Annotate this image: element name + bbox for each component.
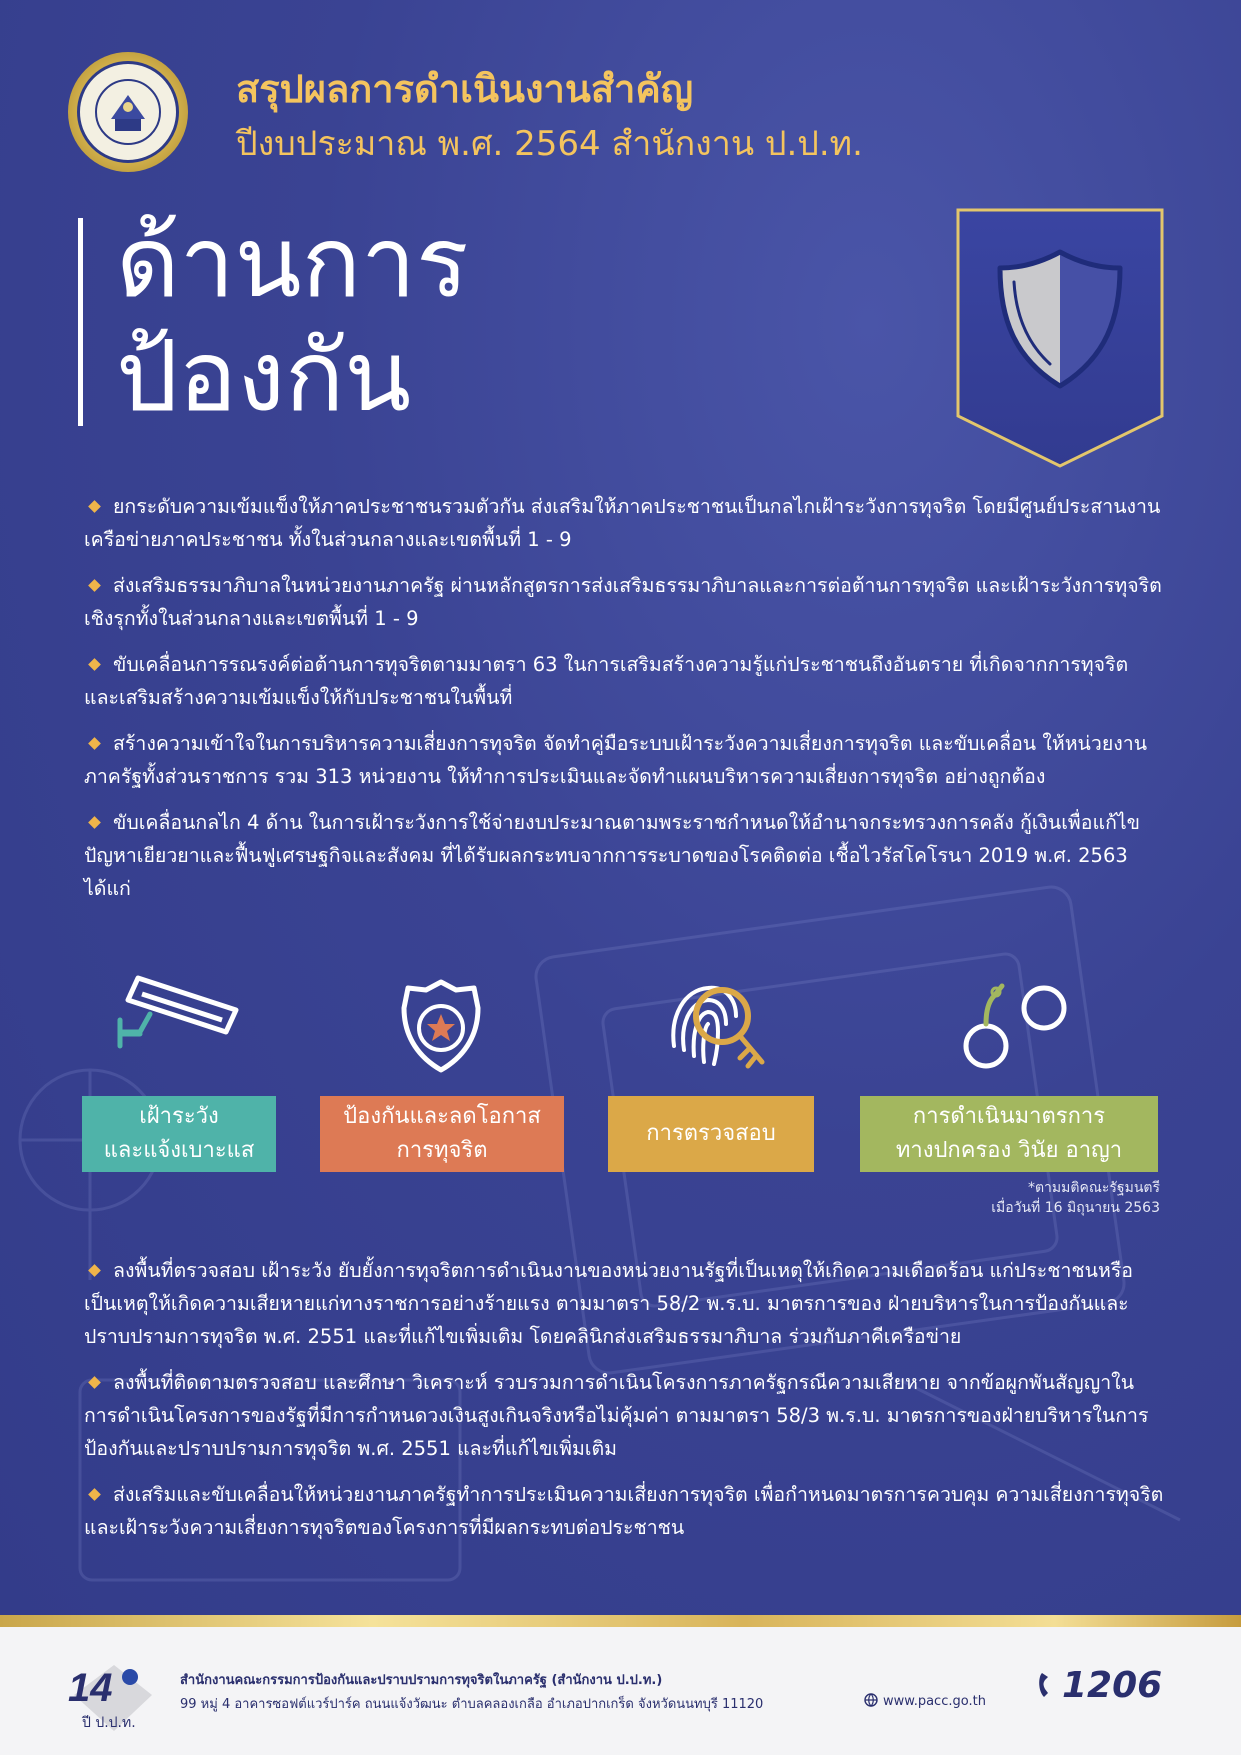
- mechanism-pill-prevention: ป้องกันและลดโอกาส การทุจริต: [320, 1096, 564, 1172]
- footer-organization: สำนักงานคณะกรรมการป้องกันและปราบปรามการทุจริตในภาครัฐ (สำนักงาน ป.ป.ท.): [180, 1673, 663, 1688]
- bullet-diamond-icon: [88, 658, 101, 671]
- bullet-diamond-icon: [88, 816, 101, 829]
- police-badge-icon: [398, 978, 484, 1074]
- bullet-list-bottom: [84, 1254, 1164, 1557]
- list-item: สร้างความเข้าใจในการบริหารความเสี่ยงการทุจริต จัดทำคู่มือระบบเฝ้าระวังความเสี่ยงการทุจริต และขับเคลื่อน ให้หน่วยงานภาครัฐทั้งส่วนราชการ รวม 313 หน่วยงาน ให้ทำการประเมินและจัดทำแผนบริหารความเสี่ยงการทุจริต อย่างถูกต้อง: [84, 732, 1148, 788]
- footer: [0, 1627, 1241, 1755]
- footer-address: 99 หมู่ 4 อาคารซอฟต์แวร์ปาร์ค ถนนแจ้งวัฒนะ ตำบลคลองเกลือ อำเภอปากเกร็ด จังหวัดนนทบุรี 11120: [180, 1697, 764, 1712]
- footer-website[interactable]: www.pacc.go.th: [864, 1693, 986, 1709]
- bullet-diamond-icon: [88, 500, 101, 513]
- bullet-diamond-icon: [88, 1376, 101, 1389]
- footer-gold-divider: [0, 1615, 1241, 1627]
- list-item: ส่งเสริมธรรมาภิบาลในหน่วยงานภาครัฐ ผ่านหลักสูตรการส่งเสริมธรรมาภิบาลและการต่อต้านการทุจริต และเฝ้าระวังการทุจริตเชิงรุกทั้งในส่วนกลางและเขตพื้นที่ 1 - 9: [84, 574, 1162, 630]
- page-subtitle: ปีงบประมาณ พ.ศ. 2564 สำนักงาน ป.ป.ท.: [236, 124, 863, 164]
- svg-text:ปี ป.ป.ท.: ปี ป.ป.ท.: [82, 1715, 136, 1731]
- bullet-diamond-icon: [88, 737, 101, 750]
- bullet-diamond-icon: [88, 1488, 101, 1501]
- mechanism-pill-measures: การดำเนินมาตรการ ทางปกครอง วินัย อาญา: [860, 1096, 1158, 1172]
- anniversary-14-icon: [64, 1655, 154, 1735]
- shield-icon: [956, 208, 1166, 470]
- page-title: สรุปผลการดำเนินงานสำคัญ: [236, 67, 694, 111]
- phone-icon: [1036, 1671, 1056, 1699]
- bullet-list-top: [84, 490, 1164, 918]
- handcuffs-icon: [960, 978, 1070, 1070]
- list-item: ขับเคลื่อนการรณรงค์ต่อต้านการทุจริตตามมาตรา 63 ในการเสริมสร้างความรู้แก่ประชาชนถึงอันตราย ที่เกิดจากการทุจริต และเสริมสร้างความเข้มแข็งให้กับประชาชนในพื้นที่: [84, 653, 1129, 709]
- cctv-icon: [112, 972, 242, 1062]
- fingerprint-magnifier-icon: [664, 976, 768, 1080]
- svg-text:14: 14: [68, 1666, 113, 1710]
- cabinet-resolution-note: *ตามมติคณะรัฐมนตรี เมื่อวันที่ 16 มิถุนายน 2563: [991, 1180, 1160, 1216]
- anniversary-logo: [64, 1655, 154, 1735]
- list-item: ส่งเสริมและขับเคลื่อนให้หน่วยงานภาครัฐทำการประเมินความเสี่ยงการทุจริต เพื่อกำหนดมาตรการควบคุม ความเสี่ยงการทุจริตและเฝ้าระวังความเสี่ยงการทุจริตของโครงการที่มีผลกระทบต่อประชาชน: [84, 1483, 1164, 1539]
- pacc-seal-logo: [68, 52, 188, 172]
- globe-icon: [864, 1693, 878, 1707]
- list-item: ลงพื้นที่ตรวจสอบ เฝ้าระวัง ยับยั้งการทุจริตการดำเนินงานของหน่วยงานรัฐที่เป็นเหตุให้เกิดความเดือดร้อน แก่ประชาชนหรือเป็นเหตุให้เกิดความเสียหายแก่ทางราชการอย่างร้ายแรง ตามมาตรา 58/2 พ.ร.บ. มาตรการของ ฝ่ายบริหารในการป้องกันและปราบปรามการทุจริต พ.ศ. 2551 และที่แก้ไขเพิ่มเติม โดยคลินิกส่งเสริมธรรมาภิบาล ร่วมกับภาคีเครือข่าย: [84, 1259, 1134, 1348]
- section-title-line2: ป้องกัน: [116, 320, 412, 434]
- footer-hotline[interactable]: 1206: [1036, 1665, 1162, 1706]
- seal-emblem-icon: [93, 77, 163, 147]
- list-item: ยกระดับความเข้มแข็งให้ภาคประชาชนรวมตัวกัน ส่งเสริมให้ภาคประชาชนเป็นกลไกเฝ้าระวังการทุจริต โดยมีศูนย์ประสานงานเครือข่ายภาคประชาชน ทั้งในส่วนกลางและเขตพื้นที่ 1 - 9: [84, 495, 1161, 551]
- mechanism-pill-surveillance: เฝ้าระวัง และแจ้งเบาะแส: [82, 1096, 276, 1172]
- section-title-line1: ด้านการ: [116, 206, 469, 320]
- list-item: ลงพื้นที่ติดตามตรวจสอบ และศึกษา วิเคราะห์ รวบรวมการดำเนินโครงการภาครัฐกรณีความเสียหาย จากข้อผูกพันสัญญาในการดำเนินโครงการของรัฐที่มีการกำหนดวงเงินสูงเกินจริงหรือไม่คุ้มค่า ตามมาตรา 58/3 พ.ร.บ. มาตรการของฝ่ายบริหารในการป้องกันและปราบปรามการทุจริต พ.ศ. 2551 และที่แก้ไขเพิ่มเติม: [84, 1371, 1149, 1460]
- bullet-diamond-icon: [88, 579, 101, 592]
- mechanism-pill-inspection: การตรวจสอบ: [608, 1096, 814, 1172]
- list-item: ขับเคลื่อนกลไก 4 ด้าน ในการเฝ้าระวังการใช้จ่ายงบประมาณตามพระราชกำหนดให้อำนาจกระทรวงการคลัง กู้เงินเพื่อแก้ไขปัญหาเยียวยาและฟื้นฟูเศรษฐกิจและสังคม ที่ได้รับผลกระทบจากการระบาดของโรคติดต่อ เชื้อไวรัสโคโรนา 2019 พ.ศ. 2563 ได้แก่: [84, 811, 1141, 900]
- bullet-diamond-icon: [88, 1264, 101, 1277]
- section-accent-bar: [78, 218, 83, 426]
